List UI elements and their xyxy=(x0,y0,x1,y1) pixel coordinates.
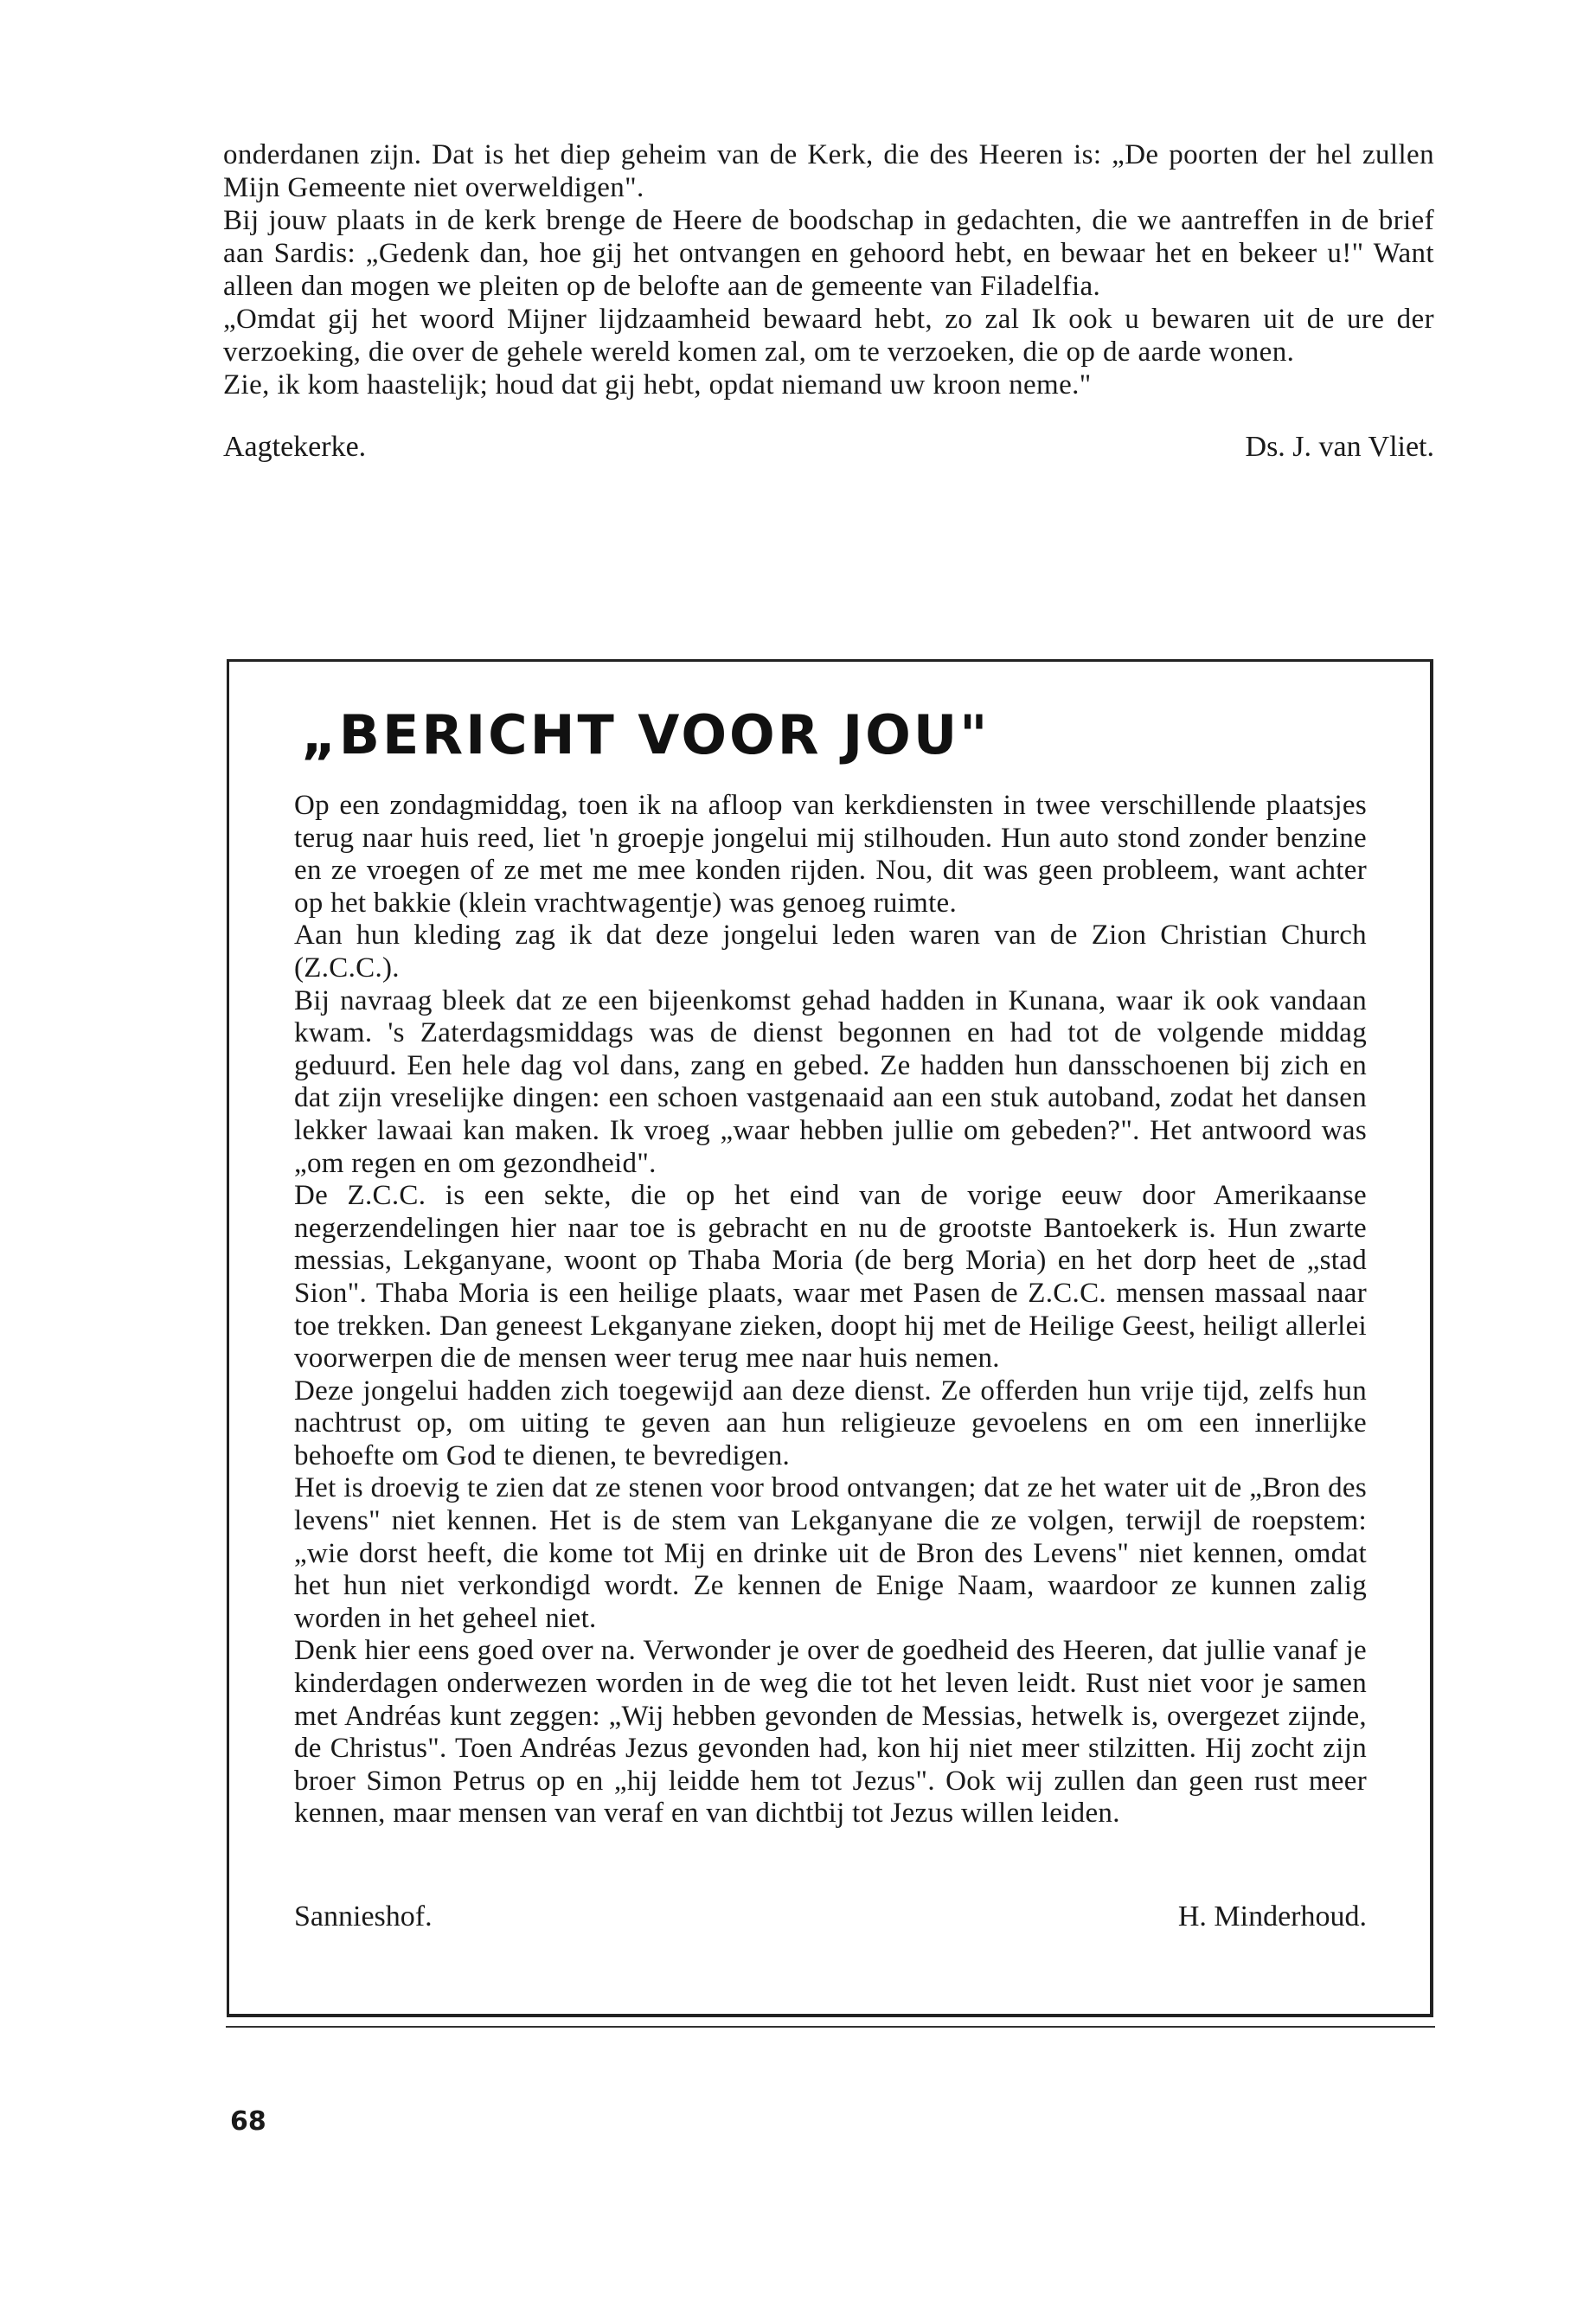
signature-place: Sannieshof. xyxy=(294,1900,433,1932)
paragraph: Bij jouw plaats in de kerk brenge de Heere de boodschap in gedachten, die we aantreffen in de brief aan Sardis: „Gedenk dan, hoe gij het ontvangen en gehoord hebt, en bewaar het en bekeer u!" Want alleen dan mogen we pleiten op de belofte aan de gemeente van Filadelfia. xyxy=(223,205,1434,302)
signature-author: Ds. J. van Vliet. xyxy=(1245,431,1434,463)
signature-place: Aagtekerke. xyxy=(223,431,367,463)
signature-line xyxy=(223,431,1434,464)
paragraph: onderdanen zijn. Dat is het diep geheim van de Kerk, die des Heeren is: „De poorten der hel zullen Mijn Gemeente niet overweldigen". xyxy=(223,139,1434,203)
article-title: „BERICHT VOOR JOU" xyxy=(301,703,990,766)
paragraph: Aan hun kleding zag ik dat deze jongelui leden waren van de Zion Christian Church (Z.C.C.). xyxy=(294,920,1367,984)
paragraph: Denk hier eens goed over na. Verwonder je over de goedheid des Heeren, dat jullie vanaf je kinderdagen onderwezen worden in de weg die tot het leven leidt. Rust niet voor je samen met Andréas kunt zeggen: „Wij hebben gevonden de Messias, hetwelk is, overgezet zijnde, de Christus". Toen Andréas Jezus gevonden had, kon hij niet meer stilzitten. Hij zocht zijn broer Simon Petrus op en „hij leidde hem tot Jezus". Ook wij zullen dan geen rust meer kennen, maar mensen van veraf en van dichtbij tot Jezus willen leiden. xyxy=(294,1635,1367,1830)
signature-author: H. Minderhoud. xyxy=(1177,1900,1367,1932)
article-body xyxy=(294,790,1367,1830)
article-box xyxy=(227,659,1433,2017)
paragraph: Bij navraag bleek dat ze een bijeenkomst gehad hadden in Kunana, waar ik ook vandaan kwam. 's Zaterdagsmiddags was de dienst begonnen en had tot de volgende middag geduurd. Een hele dag vol dans, zang en gebed. Ze hadden hun dansschoenen bij zich en dat zijn vreselijke dingen: een schoen vastgenaaid aan een stuk autoband, zodat het dansen lekker lawaai kan maken. Ik vroeg „waar hebben jullie om gebeden?". Het antwoord was „om regen en om gezondheid". xyxy=(294,984,1367,1179)
preceding-article-end xyxy=(223,138,1434,464)
paragraph: Op een zondagmiddag, toen ik na afloop van kerkdiensten in twee verschillende plaatsjes terug naar huis reed, liet 'n groepje jongelui mij stilhouden. Hun auto stond zonder benzine en ze vroegen of ze met me mee konden rijden. Nou, dit was geen probleem, want achter op het bakkie (klein vrachtwagentje) was genoeg ruimte. xyxy=(294,790,1367,919)
paragraph: Het is droevig te zien dat ze stenen voor brood ontvangen; dat ze het water uit de „Bron des levens" niet kennen. Het is de stem van Lekganyane die ze volgen, terwijl de roepstem: „wie dorst heeft, die kome tot Mij en drinke uit de Bron des Levens" niet kennen, omdat het hun niet verkondigd wordt. Ze kennen de Enige Naam, waardoor ze kunnen zalig worden in het geheel niet. xyxy=(294,1472,1367,1634)
paragraph: Deze jongelui hadden zich toegewijd aan deze dienst. Ze offerden hun vrije tijd, zelfs hun nachtrust op, om uiting te geven aan hun religieuze gevoelens en om een innerlijke behoefte om God te dienen, te bevredigen. xyxy=(294,1375,1367,1471)
paragraph: „Omdat gij het woord Mijner lijdzaamheid bewaard hebt, zo zal Ik ook u bewaren uit de ure der verzoeking, die over de gehele wereld komen zal, om te verzoeken, die op de aarde wonen. xyxy=(223,304,1434,368)
paragraph: De Z.C.C. is een sekte, die op het eind van de vorige eeuw door Amerikaanse negerzendelingen hier naar toe is gebracht en nu de grootste Bantoekerk is. Hun zwarte messias, Lekganyane, woont op Thaba Moria (de berg Moria) en het dorp heet de „stad Sion". Thaba Moria is een heilige plaats, waar met Pasen de Z.C.C. mensen massaal naar toe trekken. Dan geneest Lekganyane zieken, doopt hij met de Heilige Geest, heiligt allerlei voorwerpen die de mensen weer terug mee naar huis nemen. xyxy=(294,1180,1367,1375)
paragraph: Zie, ik kom haastelijk; houd dat gij hebt, opdat niemand uw kroon neme." xyxy=(223,369,1092,401)
page-number: 68 xyxy=(230,2106,266,2137)
article-signature xyxy=(294,1900,1367,1933)
